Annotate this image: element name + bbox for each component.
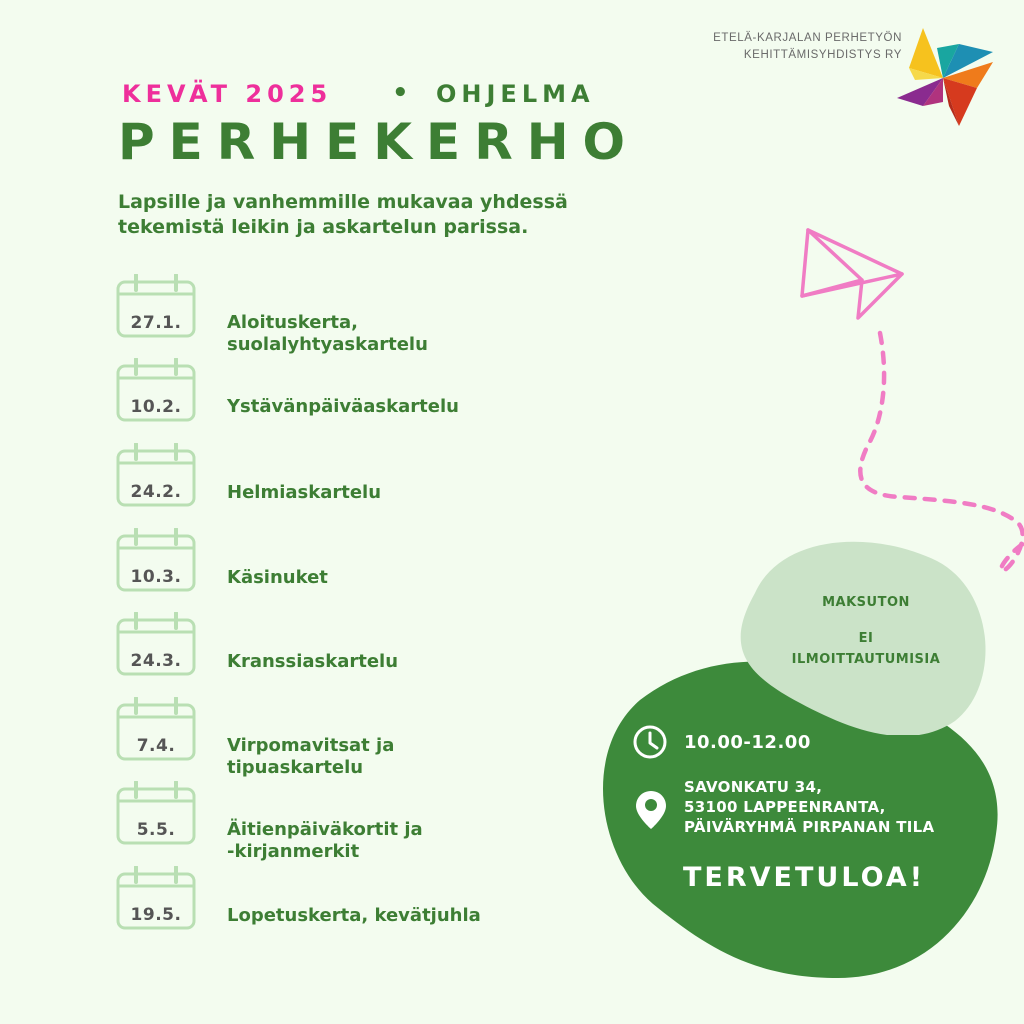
event-date: 10.3. bbox=[130, 567, 182, 587]
event-title-line-1: Ystävänpäiväaskartelu bbox=[227, 396, 459, 417]
pinwheel-logo bbox=[893, 28, 993, 128]
event-title-line-2: tipuaskartelu bbox=[227, 757, 364, 778]
address-line-2: 53100 LAPPEENRANTA, bbox=[684, 798, 886, 816]
event-title-line-1: Käsinuket bbox=[227, 567, 328, 588]
welcome-text: TERVETULOA! bbox=[683, 862, 926, 893]
price-label: MAKSUTON bbox=[822, 595, 910, 610]
event-title bbox=[227, 905, 557, 927]
organization-line-2: KEHITTÄMISYHDISTYS RY bbox=[743, 49, 902, 61]
event-title-line-1: Helmiaskartelu bbox=[227, 482, 382, 503]
event-title-line-1: Virpomavitsat ja bbox=[227, 735, 395, 756]
free-entry-text bbox=[770, 592, 962, 670]
time-text: 10.00-12.00 bbox=[684, 732, 811, 753]
event-date: 24.3. bbox=[130, 651, 182, 671]
event-date: 10.2. bbox=[130, 397, 182, 417]
event-date: 19.5. bbox=[130, 905, 182, 925]
event-title bbox=[227, 651, 557, 673]
season-label: KEVÄT 2025 bbox=[122, 80, 333, 108]
event-date: 5.5. bbox=[136, 820, 176, 840]
page-title: PERHEKERHO bbox=[118, 113, 640, 171]
organization-name bbox=[713, 30, 902, 64]
intro-line-2: tekemistä leikin ja askartelun parissa. bbox=[118, 216, 529, 238]
intro-line-1: Lapsille ja vanhemmille mukavaa yhdessä bbox=[118, 191, 568, 213]
event-title bbox=[227, 396, 557, 418]
event-date: 27.1. bbox=[130, 313, 182, 333]
event-title bbox=[227, 819, 557, 863]
location-pin-icon bbox=[634, 789, 668, 831]
paper-plane-icon bbox=[798, 222, 908, 332]
event-title-line-1: Aloituskerta, suolalyhtyaskartelu bbox=[227, 312, 428, 355]
event-title bbox=[227, 735, 557, 779]
program-label: OHJELMA bbox=[436, 80, 595, 108]
event-title bbox=[227, 482, 557, 504]
address-line-1: SAVONKATU 34, bbox=[684, 778, 823, 796]
event-title bbox=[227, 567, 557, 589]
address-text bbox=[684, 777, 934, 837]
organization-line-1: ETELÄ-KARJALAN PERHETYÖN bbox=[713, 32, 902, 44]
event-title bbox=[227, 312, 557, 356]
clock-icon bbox=[632, 724, 668, 760]
separator-dot: • bbox=[392, 78, 409, 108]
event-date: 24.2. bbox=[130, 482, 182, 502]
registration-line-2: ILMOITTAUTUMISIA bbox=[791, 652, 941, 667]
registration-line-1: EI bbox=[858, 631, 874, 646]
event-title-line-2: -kirjanmerkit bbox=[227, 841, 360, 862]
intro-text bbox=[118, 190, 698, 240]
event-title-line-1: Lopetuskerta, kevätjuhla bbox=[227, 905, 481, 926]
event-title-line-1: Kranssiaskartelu bbox=[227, 651, 399, 672]
address-line-3: PÄIVÄRYHMÄ PIRPANAN TILA bbox=[684, 818, 935, 836]
event-title-line-1: Äitienpäiväkortit ja bbox=[227, 819, 423, 840]
event-date: 7.4. bbox=[136, 736, 176, 756]
